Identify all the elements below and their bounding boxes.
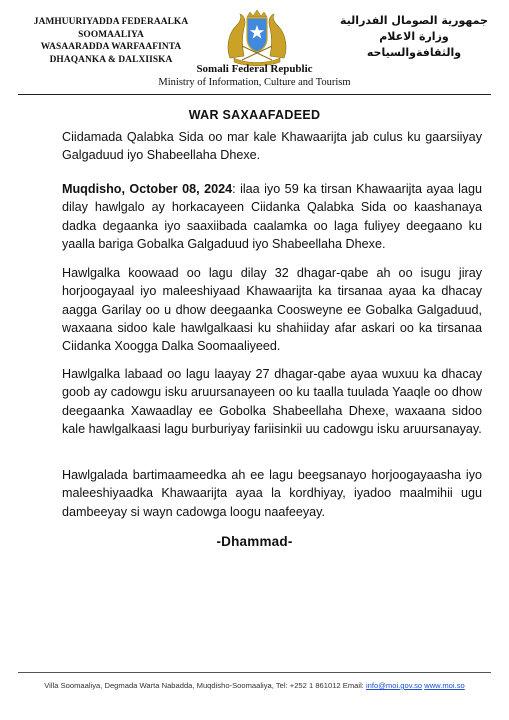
paragraph-2 — [62, 264, 482, 355]
lead-paragraph — [62, 128, 482, 165]
paragraph-3 — [62, 365, 482, 438]
paragraph-2-text: Hawlgalka koowaad oo lagu dilay 32 dhagar-qabe ah oo isugu jiray horjoogayaal iyo maleeshiyaad Khawaarijta ka tirsanaa ayaa ka dhacay aagga Garilay oo u dhow deegaanka Coosweyne ee Gobalka Galgaduud, waxaana sidoo kale hawlgalkaasi ku shahiiday afar askari oo ka tirsanaa Ciidanka Xoogga Dalka Soomaaliyeed. — [62, 266, 482, 354]
header-left-line: JAMHUURIYADDA FEDERAALKA — [33, 17, 189, 27]
ministry-name: Ministry of Information, Culture and Tourism — [158, 77, 351, 88]
dateline: Muqdisho, October 08, 2024 — [62, 182, 233, 196]
footer-address: Villa Soomaaliya, Degmada Warta Nabadda, Muqdisho-Soomaaliya, Tel: +252 1 861012 Email: — [44, 681, 366, 690]
paragraph-4 — [62, 466, 482, 521]
header-right-line: جمهورية الصومال الفدرالية — [340, 14, 488, 27]
header-left-line: WASAARADDA WARFAAFINTA — [40, 42, 182, 52]
footer-website-link[interactable]: www.moi.so — [424, 681, 465, 690]
header-somali-ministry-name — [22, 16, 200, 66]
signoff: -Dhammad- — [216, 534, 293, 549]
crown-icon — [247, 10, 267, 17]
left-leopard-icon — [228, 14, 245, 58]
paragraph-4-text: Hawlgalada bartimaameedka ah ee lagu beegsanayo horjoogayaasha iyo maleeshiyaadka Khawaarijta ayaa la kordhiyay, iyadoo maalmihii ugu dambeeyay si wayn cadowga loogu naafeeyay. — [62, 468, 482, 519]
footer-divider — [18, 672, 491, 673]
paragraph-1 — [62, 180, 482, 253]
footer — [0, 681, 509, 690]
republic-name: Somali Federal Republic — [196, 63, 313, 75]
header-right-line: والثقافةوالسياحه — [366, 46, 462, 59]
document-title: WAR SAXAAFADEED — [188, 108, 321, 122]
paragraph-3-text: Hawlgalka labaad oo lagu laayay 27 dhagar-qabe ayaa wuxuu ka dhacay goob ay cadowgu isku aruursanayeen oo ku taalla tuulada Yaaqle oo dhow deegaanka Xawaadlay ee Gobolka Shabeellaha Dhexe, waxaana sidoo kale hawlgalkaasi lagu burburiyay fariisinkii uu cadowgu isku aruursanayay. — [62, 367, 482, 436]
somali-coat-of-arms-emblem — [220, 8, 294, 66]
header-left-line: DHAQANKA & DALXIISKA — [49, 54, 173, 65]
paragraph-1-text: : ilaa iyo 59 ka tirsan Khawaarijta ayaa lagu dilay hawlgalo ay horkacayeen Ciidanka Qalabka Sida oo kaashanaya dadka degaanka iyo saaxiibada caalamka oo laga fuliyey deegaano ku yaalla bariga Gobalka Galgaduud iyo Shabeellaha Dhexe. — [62, 182, 482, 251]
header-right-line: وزارة الاعلام — [379, 30, 449, 43]
header-left-line: SOOMAALIYA — [78, 29, 144, 40]
header-arabic-ministry-name — [339, 13, 489, 61]
right-leopard-icon — [269, 14, 286, 58]
lead-text: Ciidamada Qalabka Sida oo mar kale Khawaarijta jab culus ku gaarsiiyay Galgaduud iyo Shabeellaha Dhexe. — [62, 130, 482, 163]
footer-email-link[interactable]: info@moi.gov.so — [365, 681, 423, 690]
header-divider — [18, 94, 491, 95]
